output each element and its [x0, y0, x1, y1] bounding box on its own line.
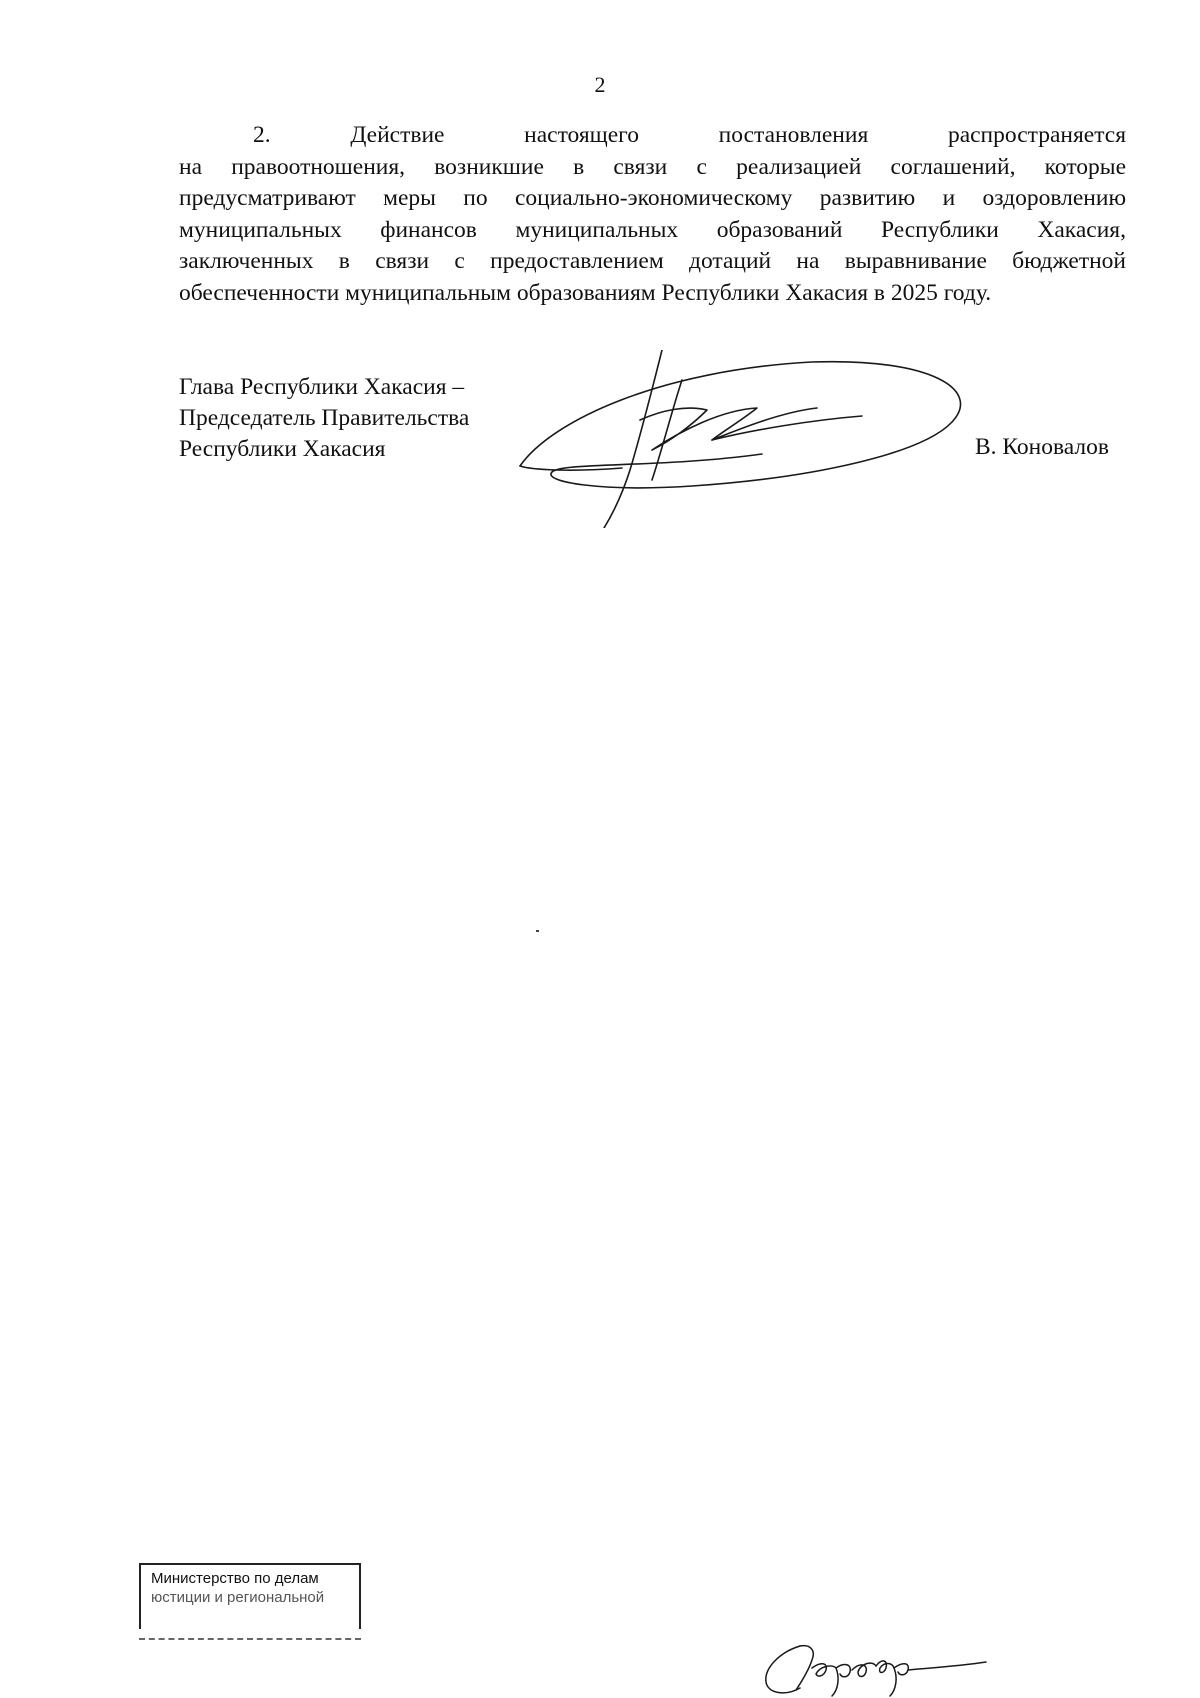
ministry-stamp — [139, 1563, 361, 1629]
paragraph-line: 2. Действие настоящего постановления распространяется — [253, 122, 1126, 148]
paragraph-2 — [179, 120, 1126, 309]
signatory-title-line: Председатель Правительства — [179, 405, 470, 431]
paragraph-line: заключенных в связи с предоставлением дотаций на выравнивание бюджетной — [179, 248, 1126, 274]
page-number: 2 — [594, 72, 606, 97]
stamp-line: Министерство по делам — [151, 1570, 319, 1587]
stamp-line: юстиции и региональной — [151, 1589, 325, 1606]
paragraph-line: предусматривают меры по социально-экономическому развитию и оздоровлению — [179, 185, 1126, 211]
signatory-title — [179, 372, 469, 465]
signatory-title-line: Глава Республики Хакасия – — [179, 374, 465, 400]
signer-name: В. Коновалов — [975, 434, 1110, 460]
paragraph-line: обеспеченности муниципальным образованиям Республики Хакасия в 2025 году. — [179, 279, 992, 306]
handwritten-signature — [512, 350, 972, 528]
signatory-title-line: Республики Хакасия — [179, 436, 386, 462]
paragraph-line: на правоотношения, возникшие в связи с реализацией соглашений, которые — [179, 153, 1126, 180]
paragraph-line: муниципальных финансов муниципальных образований Республики Хакасия, — [179, 216, 1126, 243]
initials-signature — [760, 1638, 990, 1698]
scan-speck — [536, 930, 539, 932]
stamp-bottom-edge — [139, 1638, 361, 1644]
